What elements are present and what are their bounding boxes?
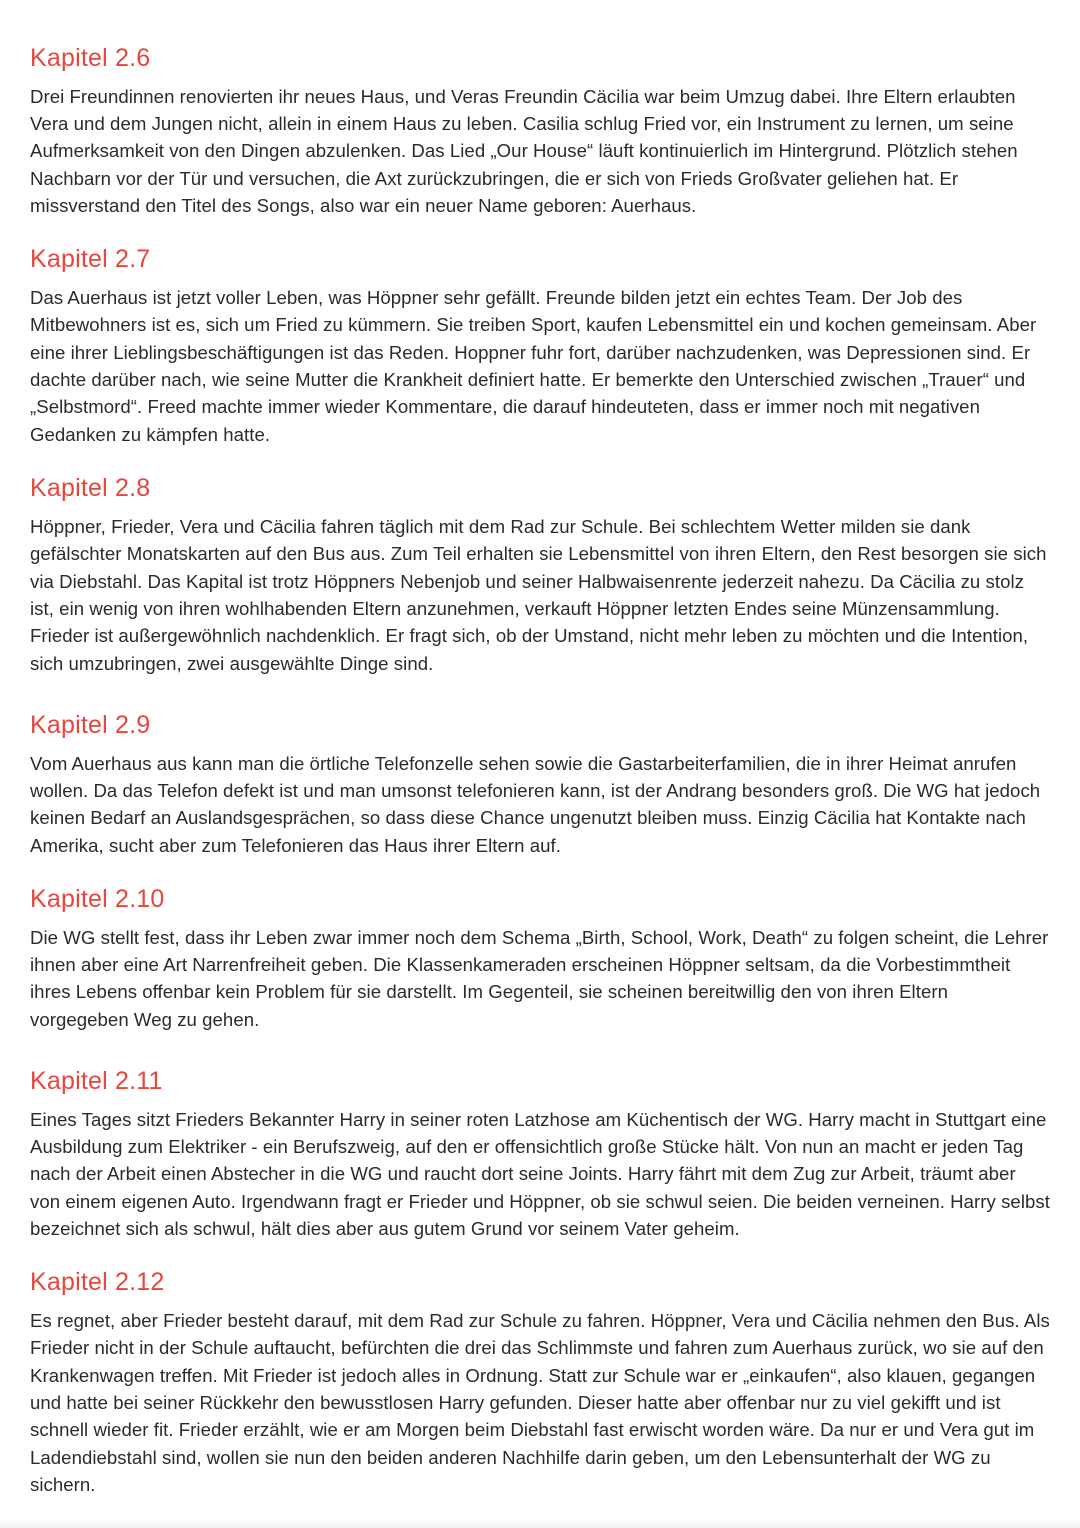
chapter-heading: Kapitel 2.12 xyxy=(30,1268,165,1297)
chapter-heading: Kapitel 2.6 xyxy=(30,44,151,72)
page-bottom-shadow xyxy=(0,1518,1080,1528)
chapter-section xyxy=(30,474,1050,677)
section-spacer xyxy=(30,448,1050,474)
chapter-heading: Kapitel 2.10 xyxy=(30,884,165,913)
section-spacer xyxy=(30,1033,1050,1067)
chapter-paragraph: Die WG stellt fest, dass ihr Leben zwar immer noch dem Schema „Birth, School, Work, Death“ zu folgen scheint, die Lehrer ihnen aber eine Art Narrenfreiheit geben. Die Klassenkameraden erscheinen Höppner seltsam, da die Vorbestimmtheit ihres Lebens offenbar kein Problem für sie darstellt. Im Gegenteil, sie scheinen bereitwillig den von ihren Eltern vorgegeben Weg zu gehen. xyxy=(30,926,1049,1030)
chapter-paragraph: Es regnet, aber Frieder besteht darauf, mit dem Rad zur Schule zu fahren. Höppner, Vera und Cäcilia nehmen den Bus. Als Frieder nicht in der Schule auftaucht, befürchten die drei das Schlimmste und fahren zum Auerhaus zurück, wo sie auf den Krankenwagen treffen. Mit Frieder ist jedoch alles in Ordnung. Statt zur Schule war er „einkaufen“, also klauen, gegangen und hatte bei seiner Rückkehr den bewusstlosen Harry gefunden. Dieser hatte aber offenbar nur zu viel gekifft und ist schnell wieder fit. Frieder erzählt, wie er am Morgen beim Diebstahl fast erwischt worden wäre. Da nur er und Vera gut im Ladendiebstahl sind, wollen sie nun den beiden anderen Nachhilfe darin geben, um den Lebensunterhalt der WG zu sichern. xyxy=(30,1310,1050,1496)
chapter-section xyxy=(30,1268,1050,1498)
chapter-section xyxy=(30,711,1050,859)
section-spacer xyxy=(30,219,1050,245)
section-spacer xyxy=(30,1242,1050,1268)
chapter-heading: Kapitel 2.8 xyxy=(30,474,151,503)
chapter-heading: Kapitel 2.11 xyxy=(30,1066,163,1095)
chapter-section xyxy=(30,885,1050,1033)
chapter-section xyxy=(30,1067,1050,1242)
chapter-heading: Kapitel 2.9 xyxy=(30,710,151,739)
section-spacer xyxy=(30,677,1050,711)
chapter-paragraph: Vom Auerhaus aus kann man die örtliche Telefonzelle sehen sowie die Gastarbeiterfamilien, die in ihrer Heimat anrufen wollen. Da das Telefon defekt ist und man umsonst telefonieren kann, ist der Andrang besonders groß. Die WG hat jedoch keinen Bedarf an Auslandsgesprächen, so dass diese Chance ungenutzt bleiben muss. Einzig Cäcilia hat Kontakte nach Amerika, sucht aber zum Telefonieren das Haus ihrer Eltern auf. xyxy=(30,752,1041,856)
chapter-heading: Kapitel 2.7 xyxy=(30,245,151,274)
chapter-paragraph: Das Auerhaus ist jetzt voller Leben, was Höppner sehr gefällt. Freunde bilden jetzt ein echtes Team. Der Job des Mitbewohners ist es, sich um Fried zu kümmern. Sie treiben Sport, kaufen Lebensmittel ein und kochen gemeinsam. Aber eine ihrer Lieblingsbeschäftigungen ist das Reden. Hoppner fuhr fort, darüber nachzudenken, was Depressionen sind. Er dachte darüber nach, wie seine Mutter die Krankheit definiert hatte. Er bemerkte den Unterschied zwischen „Trauer“ und „Selbstmord“. Freed machte immer wieder Kommentare, die darauf hindeuteten, dass er immer noch mit negativen Gedanken zu kämpfen hatte. xyxy=(30,287,1037,445)
chapter-section xyxy=(30,245,1050,448)
chapter-section xyxy=(30,44,1050,219)
chapter-paragraph: Höppner, Frieder, Vera und Cäcilia fahren täglich mit dem Rad zur Schule. Bei schlechtem Wetter milden sie dank gefälschter Monatskarten auf den Bus aus. Zum Teil erhalten sie Lebensmittel von ihren Eltern, den Rest besorgen sie sich via Diebstahl. Das Kapital ist trotz Höppners Nebenjob und seiner Halbwaisenrente jederzeit nahezu. Da Cäcilia zu stolz ist, ein wenig von ihren wohlhabenden Eltern anzunehmen, verkauft Höppner letzten Endes seine Münzensammlung. Frieder ist außergewöhnlich nachdenklich. Er fragt sich, ob der Umstand, nicht mehr leben zu möchten und die Intention, sich umzubringen, zwei ausgewählte Dinge sind. xyxy=(30,515,1047,674)
chapter-paragraph: Eines Tages sitzt Frieders Bekannter Harry in seiner roten Latzhose am Küchentisch der WG. Harry macht in Stuttgart eine Ausbildung zum Elektriker - ein Berufszweig, auf den er offensichtlich große Stücke hält. Von nun an macht er jeden Tag nach der Arbeit einen Abstecher in die WG und raucht dort seine Joints. Harry fährt mit dem Zug zur Arbeit, träumt aber von einem eigenen Auto. Irgendwann fragt er Frieder und Höppner, ob sie schwul seien. Die beiden verneinen. Harry selbst bezeichnet sich als schwul, hält dies aber aus gutem Grund vor seinem Vater geheim. xyxy=(30,1108,1050,1240)
section-spacer xyxy=(30,859,1050,885)
document-content xyxy=(28,44,1052,1498)
chapter-paragraph: Drei Freundinnen renovierten ihr neues Haus, und Veras Freundin Cäcilia war beim Umzug dabei. Ihre Eltern erlaubten Vera und dem Jungen nicht, allein in einem Haus zu leben. Casilia schlug Fried vor, ein Instrument zu lernen, um seine Aufmerksamkeit von den Dingen abzulenken. Das Lied „Our House“ läuft kontinuierlich im Hintergrund. Plötzlich stehen Nachbarn vor der Tür und versuchen, die Axt zurückzubringen, die er sich von Frieds Großvater geliehen hat. Er missverstand den Titel des Songs, also war ein neuer Name geboren: Auerhaus. xyxy=(30,85,1018,217)
